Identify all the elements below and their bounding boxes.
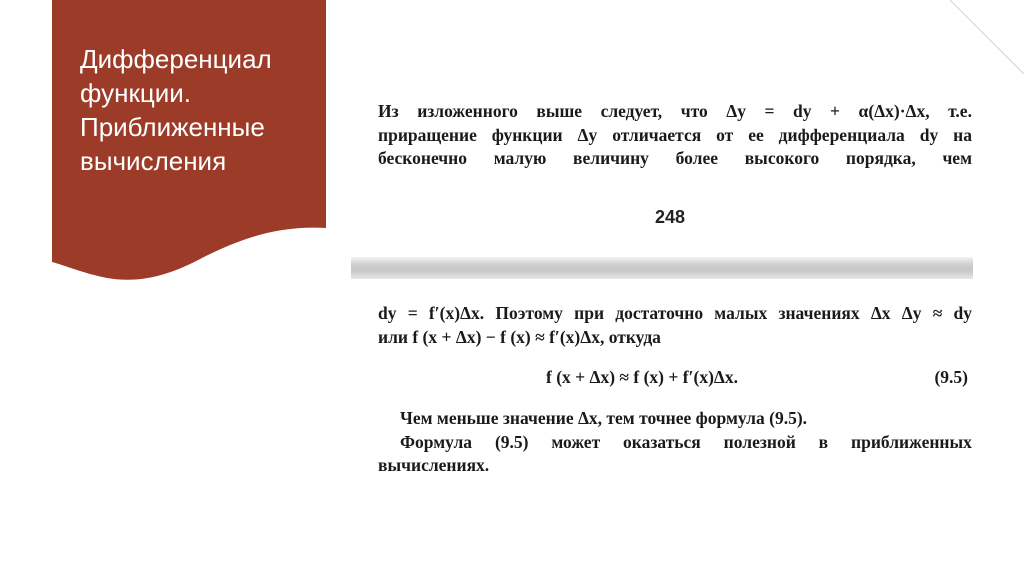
word: может bbox=[551, 431, 601, 452]
word: более bbox=[675, 148, 719, 168]
word: отличается bbox=[612, 124, 702, 145]
conclusion-line: вычислениях. bbox=[378, 455, 490, 475]
word: Поэтому bbox=[495, 303, 563, 323]
word: при bbox=[574, 303, 605, 323]
word: f′(x)Δx. bbox=[428, 303, 485, 323]
word: dy bbox=[793, 101, 812, 121]
word: порядка, bbox=[845, 148, 916, 168]
slide-title bbox=[80, 42, 310, 178]
excerpt-line: или f (x + Δx) − f (x) ≈ f′(x)Δx, откуда bbox=[378, 326, 661, 347]
word: α(Δx)·Δx, bbox=[858, 101, 930, 121]
word: dy bbox=[378, 303, 397, 323]
word: Δy bbox=[901, 303, 922, 323]
excerpt-line bbox=[378, 302, 972, 326]
formula-expression: f (x + Δx) ≈ f (x) + f′(x)Δx. bbox=[546, 367, 738, 387]
textbook-excerpt-top bbox=[378, 100, 972, 171]
word: значениях bbox=[778, 303, 860, 323]
word: dy bbox=[919, 124, 939, 145]
word: dy bbox=[953, 303, 972, 323]
word: малую bbox=[493, 148, 547, 168]
title-panel bbox=[52, 0, 326, 282]
word: следует, bbox=[600, 101, 663, 121]
page-number: 248 bbox=[655, 207, 686, 227]
word: что bbox=[680, 101, 708, 121]
word: ≈ bbox=[932, 303, 943, 323]
word: приближенных bbox=[851, 431, 972, 452]
word: ее bbox=[748, 124, 764, 145]
word: достаточно bbox=[615, 303, 704, 323]
word: Формула bbox=[400, 431, 473, 452]
excerpt-line bbox=[378, 147, 972, 171]
excerpt-line bbox=[378, 100, 972, 124]
word: в bbox=[818, 431, 829, 452]
title-line: Дифференциал bbox=[80, 44, 272, 74]
word: Из bbox=[378, 101, 399, 121]
word: изложенного bbox=[417, 101, 518, 121]
conclusion-line bbox=[378, 431, 972, 455]
word: от bbox=[716, 124, 734, 145]
page-divider bbox=[351, 257, 973, 279]
word: функции bbox=[491, 124, 563, 145]
word: полезной bbox=[723, 431, 796, 452]
textbook-excerpt-bottom bbox=[378, 302, 972, 349]
textbook-conclusion bbox=[378, 407, 972, 478]
word: на bbox=[953, 124, 972, 145]
word: величину bbox=[573, 148, 649, 168]
title-line: вычисления bbox=[80, 146, 227, 176]
title-line: функции. bbox=[80, 78, 191, 108]
word: Δy bbox=[726, 101, 746, 121]
word: дифференциала bbox=[778, 124, 905, 145]
excerpt-line bbox=[378, 124, 972, 148]
word: Δx bbox=[870, 303, 891, 323]
corner-decoration bbox=[944, 0, 1024, 80]
word: оказаться bbox=[623, 431, 701, 452]
word: приращение bbox=[378, 124, 477, 145]
conclusion-line: Чем меньше значение Δx, тем точнее формула (9.5). bbox=[400, 408, 808, 428]
word: бесконечно bbox=[378, 148, 467, 168]
word: чем bbox=[942, 148, 972, 168]
formula-number: (9.5) bbox=[934, 367, 968, 387]
word: высокого bbox=[744, 148, 820, 168]
word: Δy bbox=[577, 124, 598, 145]
word: = bbox=[764, 101, 775, 121]
word: + bbox=[830, 101, 841, 121]
word: (9.5) bbox=[494, 431, 529, 452]
word: т.е. bbox=[948, 101, 972, 121]
word: малых bbox=[714, 303, 768, 323]
formula-9-5 bbox=[378, 367, 968, 391]
title-line: Приближенные bbox=[80, 112, 265, 142]
word: = bbox=[407, 303, 418, 323]
word: выше bbox=[536, 101, 583, 121]
